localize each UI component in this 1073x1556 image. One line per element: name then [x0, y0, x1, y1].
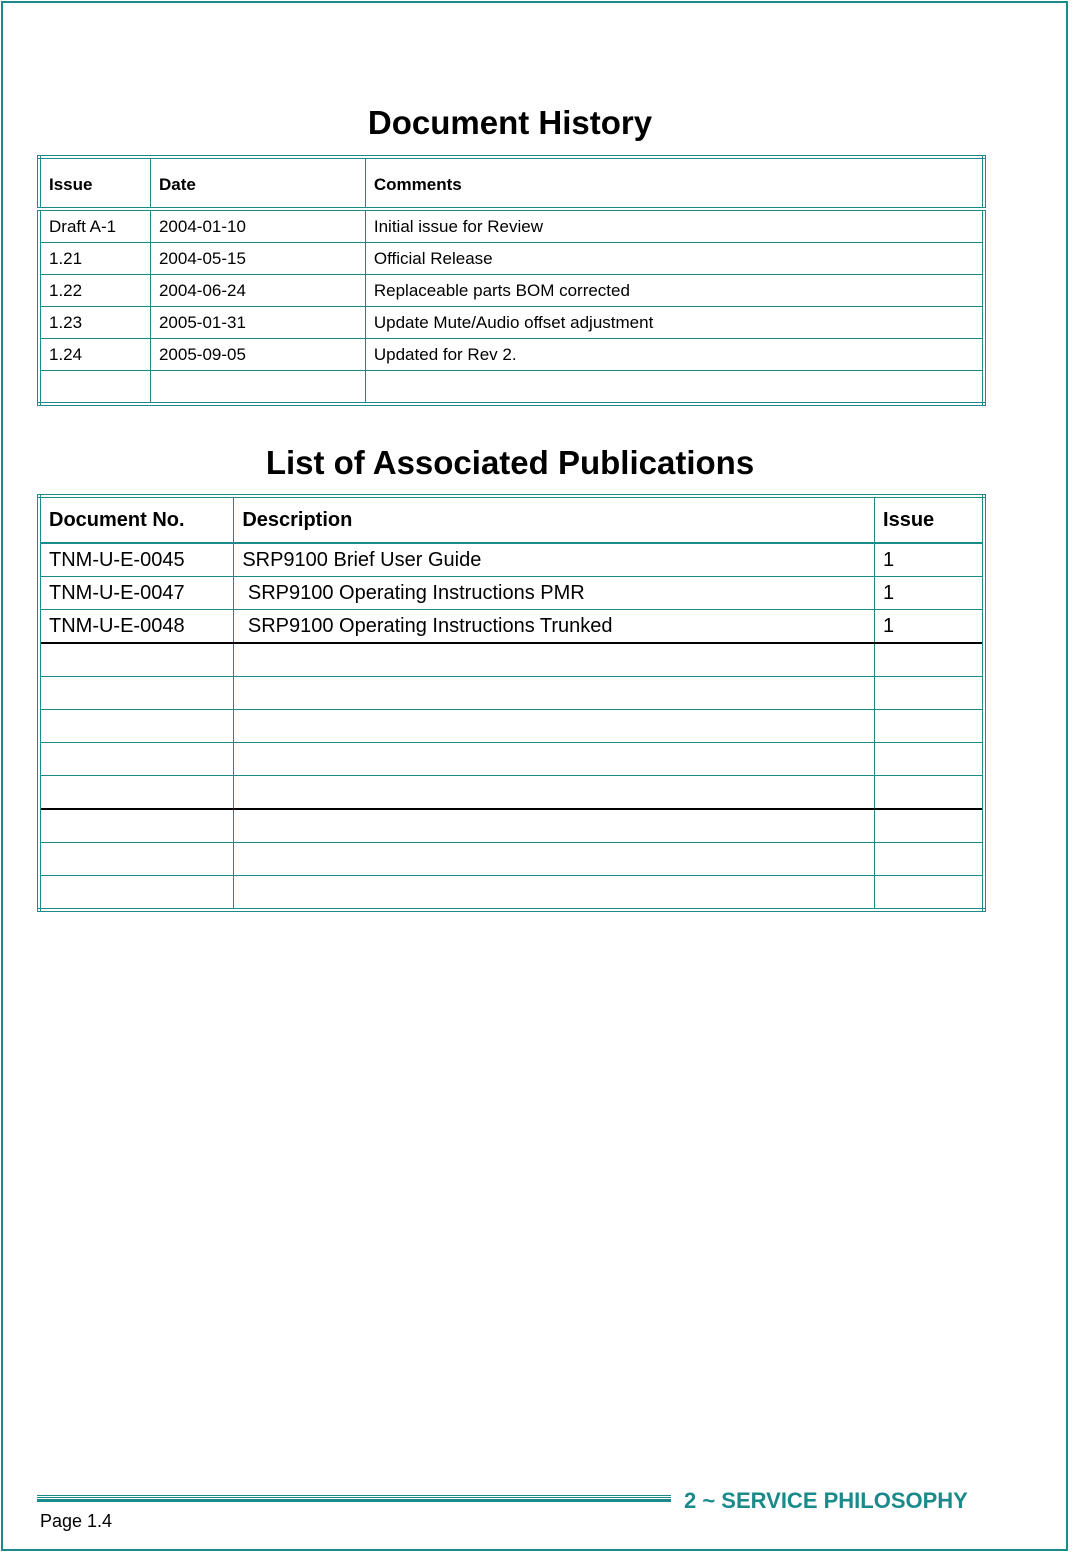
cell-description: SRP9100 Operating Instructions Trunked — [234, 610, 875, 644]
cell-issue: 1.22 — [39, 275, 150, 307]
publications-table — [37, 494, 986, 912]
table-row-empty — [39, 843, 984, 876]
cell-date: 2005-09-05 — [150, 339, 365, 371]
cell-issue: 1 — [875, 577, 984, 610]
cell-issue — [39, 371, 150, 405]
cell-issue — [875, 643, 984, 677]
cell-comments — [365, 371, 984, 405]
cell-issue — [875, 743, 984, 776]
cell-description — [234, 776, 875, 810]
document-history-table — [37, 155, 986, 406]
table-row — [39, 339, 984, 371]
cell-issue — [875, 809, 984, 843]
footer-divider — [37, 1495, 671, 1502]
table-row-empty — [39, 677, 984, 710]
table-header-row — [39, 496, 984, 543]
table-row — [39, 243, 984, 275]
cell-date: 2004-05-15 — [150, 243, 365, 275]
cell-issue — [875, 876, 984, 911]
header-issue: Issue — [39, 157, 150, 209]
cell-comments: Update Mute/Audio offset adjustment — [365, 307, 984, 339]
header-document-no: Document No. — [39, 496, 234, 543]
cell-issue — [875, 776, 984, 810]
cell-document-no — [39, 643, 234, 677]
cell-date: 2004-06-24 — [150, 275, 365, 307]
cell-document-no — [39, 876, 234, 911]
table-row — [39, 577, 984, 610]
table-row-empty — [39, 643, 984, 677]
table-row-empty — [39, 710, 984, 743]
cell-description — [234, 809, 875, 843]
table-header-row — [39, 157, 984, 209]
cell-comments: Official Release — [365, 243, 984, 275]
table-row — [39, 610, 984, 644]
cell-document-no — [39, 843, 234, 876]
cell-comments: Updated for Rev 2. — [365, 339, 984, 371]
publications-heading: List of Associated Publications — [265, 444, 755, 481]
cell-description — [234, 743, 875, 776]
cell-document-no — [39, 809, 234, 843]
cell-date: 2004-01-10 — [150, 209, 365, 243]
cell-issue — [875, 710, 984, 743]
cell-issue: 1.21 — [39, 243, 150, 275]
table-row — [39, 307, 984, 339]
cell-document-no — [39, 776, 234, 810]
cell-comments: Initial issue for Review — [365, 209, 984, 243]
table-row-empty — [39, 743, 984, 776]
header-description: Description — [234, 496, 875, 543]
cell-comments: Replaceable parts BOM corrected — [365, 275, 984, 307]
cell-issue — [875, 843, 984, 876]
cell-date — [150, 371, 365, 405]
header-issue: Issue — [875, 496, 984, 543]
page-number: Page 1.4 — [40, 1511, 113, 1531]
cell-document-no — [39, 710, 234, 743]
cell-description — [234, 643, 875, 677]
cell-document-no: TNM-U-E-0045 — [39, 543, 234, 577]
table-row — [39, 275, 984, 307]
table-row-empty — [39, 371, 984, 405]
cell-document-no: TNM-U-E-0048 — [39, 610, 234, 644]
header-date: Date — [150, 157, 365, 209]
table-row — [39, 209, 984, 243]
cell-issue: Draft A-1 — [39, 209, 150, 243]
cell-description: SRP9100 Operating Instructions PMR — [234, 577, 875, 610]
table-row-empty — [39, 876, 984, 911]
table-row-empty — [39, 809, 984, 843]
cell-document-no — [39, 743, 234, 776]
table-row-empty — [39, 776, 984, 810]
cell-description: SRP9100 Brief User Guide — [234, 543, 875, 577]
cell-issue: 1 — [875, 610, 984, 644]
cell-description — [234, 876, 875, 911]
cell-document-no — [39, 677, 234, 710]
section-title: 2 ~ SERVICE PHILOSOPHY — [684, 1488, 968, 1513]
cell-issue: 1 — [875, 543, 984, 577]
cell-issue: 1.24 — [39, 339, 150, 371]
cell-issue: 1.23 — [39, 307, 150, 339]
document-history-heading: Document History — [367, 104, 653, 141]
cell-issue — [875, 677, 984, 710]
cell-document-no: TNM-U-E-0047 — [39, 577, 234, 610]
cell-date: 2005-01-31 — [150, 307, 365, 339]
table-row — [39, 543, 984, 577]
cell-description — [234, 677, 875, 710]
cell-description — [234, 710, 875, 743]
header-comments: Comments — [365, 157, 984, 209]
cell-description — [234, 843, 875, 876]
